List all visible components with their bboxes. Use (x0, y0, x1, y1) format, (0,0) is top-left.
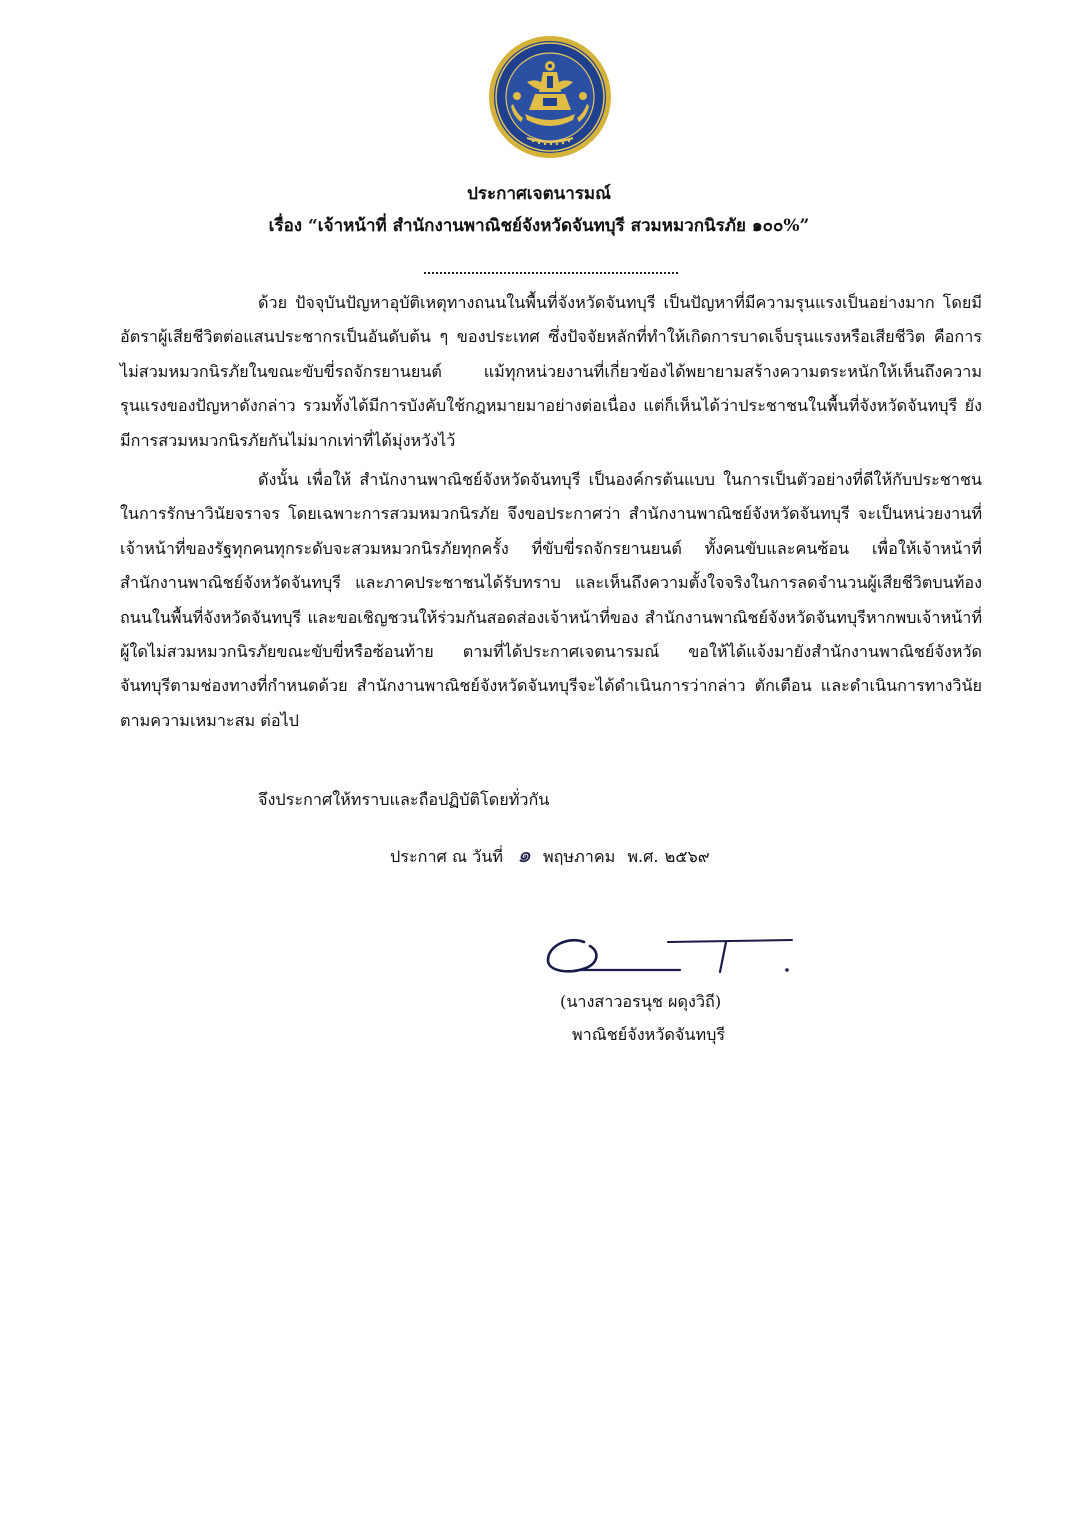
date-day: ๑ (516, 843, 531, 868)
signer-name: (นางสาวอรนุช ผดุงวิถี) (560, 992, 722, 1011)
announcement-subject: เรื่อง “เจ้าหน้าที่ สำนักงานพาณิชย์จังหวัดจันทบุรี สวมหมวกนิรภัย ๑๐๐%” (268, 216, 810, 236)
closing-statement: จึงประกาศให้ทราบและถือปฏิบัติโดยทั่วกัน (258, 790, 550, 809)
announcement-date (390, 842, 710, 871)
dotted-divider (424, 262, 678, 274)
handwritten-signature (540, 928, 800, 988)
body-paragraph-1: ด้วย ปัจจุบันปัญหาอุบัติเหตุทางถนนในพื้นที่จังหวัดจันทบุรี เป็นปัญหาที่มีความรุนแรงเป็นอย่างมาก โดยมีอัตราผู้เสียชีวิตต่อแสนประชากรเป็นอันดับต้น ๆ ของประเทศ ซึ่งปัจจัยหลักที่ทำให้เกิดการบาดเจ็บรุนแรงหรือเสียชีวิต คือการไม่สวมหมวกนิรภัยในขณะขับขี่รถจักรยานยนต์ แม้ทุกหน่วยงานที่เกี่ยวข้องได้พยายามสร้างความตระหนักให้เห็นถึงความรุนแรงของปัญหาดังกล่าว รวมทั้งได้มีการบังคับใช้กฎหมายมาอย่างต่อเนื่อง แต่ก็เห็นได้ว่าประชาชนในพื้นที่จังหวัดจันทบุรี ยังมีการสวมหมวกนิรภัยกันไม่มากเท่าที่ได้มุ่งหวังไว้ (120, 293, 982, 450)
announcement-title: ประกาศเจตนารมณ์ (467, 184, 611, 204)
body-paragraph-2: ดังนั้น เพื่อให้ สำนักงานพาณิชย์จังหวัดจันทบุรี เป็นองค์กรต้นแบบ ในการเป็นตัวอย่างที่ดีให้กับประชาชน ในการรักษาวินัยจราจร โดยเฉพาะการสวมหมวกนิรภัย จึงขอประกาศว่า สำนักงานพาณิชย์จังหวัดจันทบุรี จะเป็นหน่วยงานที่เจ้าหน้าที่ของรัฐทุกคนทุกระดับจะสวมหมวกนิรภัยทุกครั้ง ที่ขับขี่รถจักรยานยนต์ ทั้งคนขับและคนซ้อน เพื่อให้เจ้าหน้าที่ สำนักงานพาณิชย์จังหวัดจันทบุรี และภาคประชาชนได้รับทราบ และเห็นถึงความตั้งใจจริงในการลดจำนวนผู้เสียชีวิตบนท้องถนนในพื้นที่จังหวัดจันทบุรี และขอเชิญชวนให้ร่วมกันสอดส่องเจ้าหน้าที่ของ สำนักงานพาณิชย์จังหวัดจันทบุรีหากพบเจ้าหน้าที่ผู้ใดไม่สวมหมวกนิรภัยขณะขับขี่หรือซ้อนท้าย ตามที่ได้ประกาศเจตนารมณ์ ขอให้ได้แจ้งมายังสำนักงานพาณิชย์จังหวัดจันทบุรีตามช่องทางที่กำหนดด้วย สำนักงานพาณิชย์จังหวัดจันทบุรีจะได้ดำเนินการว่ากล่าว ตักเตือน และดำเนินการทางวินัยตามความเหมาะสม ต่อไป (120, 470, 982, 730)
date-era: พ.ศ. (627, 847, 659, 866)
date-prefix: ประกาศ ณ วันที่ (390, 847, 503, 866)
date-month: พฤษภาคม (542, 847, 616, 866)
ministry-seal-logo (487, 34, 613, 160)
signer-position: พาณิชย์จังหวัดจันทบุรี (572, 1025, 726, 1044)
date-year: ๒๕๖๙ (664, 847, 710, 866)
